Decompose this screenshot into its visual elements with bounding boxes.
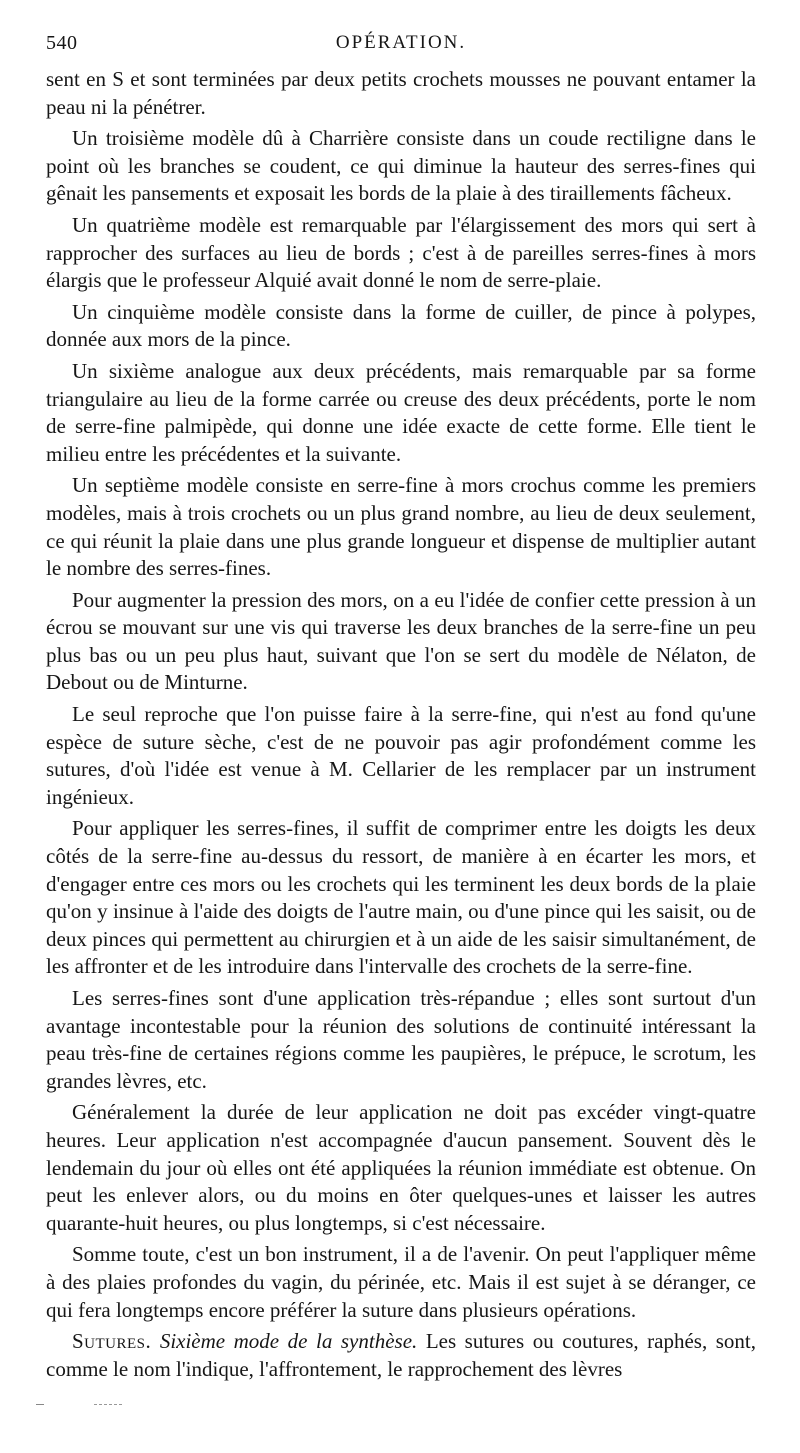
section-text: Les sutures ou coutures, raphés, sont, comme le nom l'indique, l'affrontement, le rapprochement des lèvres bbox=[46, 1329, 756, 1381]
paragraph: Un sixième analogue aux deux précédents, mais remarquable par sa forme triangulaire au lieu de la forme carrée ou creuse des deux précédents, porte le nom de serre-fine palmipède, qui donne une idée exacte de cette forme. Elle tient le milieu entre les précédentes et la suivante. bbox=[46, 358, 756, 466]
paragraph: Un septième modèle consiste en serre-fine à mors crochus comme les premiers modèles, mais à trois crochets ou un plus grand nombre, au lieu de deux seulement, ce qui réunit la plaie dans une plus grande longueur et dispense de multiplier autant le nombre des serres-fines. bbox=[46, 473, 756, 581]
paragraph: Le seul reproche que l'on puisse faire à la serre-fine, qui n'est au fond qu'une espèce de suture sèche, c'est de ne pouvoir pas agir profondément comme les sutures, d'où l'idée est venue à M. Cellarier de les remplacer par un instrument ingénieux. bbox=[46, 702, 756, 809]
section-subtitle: Sixième mode de la synthèse. bbox=[159, 1329, 418, 1354]
page-number: 540 bbox=[46, 32, 78, 54]
section-paragraph-sutures bbox=[46, 1328, 756, 1383]
footer-dash-mark bbox=[36, 1404, 44, 1405]
footer-marks bbox=[36, 1404, 122, 1405]
paragraph: Un troisième modèle dû à Charrière consiste dans un coude rectiligne dans le point où les branches se coudent, ce qui diminue la hauteur des serres-fines qui gênait les pansements et exposait les bords de la plaie à des tiraillements fâcheux. bbox=[46, 126, 756, 206]
paragraph: Les serres-fines sont d'une application très-répandue ; elles sont surtout d'un avantage incontestable pour la réunion des solutions de continuité intéressant la peau très-fine de certaines régions comme les paupières, le prépuce, le scrotum, les grandes lèvres, etc. bbox=[46, 986, 756, 1093]
paragraph: sent en S et sont terminées par deux petits crochets mousses ne pouvant entamer la peau ni la pénétrer. bbox=[46, 67, 756, 119]
paragraph: Somme toute, c'est un bon instrument, il a de l'avenir. On peut l'appliquer même à des plaies profondes du vagin, du périnée, etc. Mais il est sujet à se déranger, ce qui fera longtemps encore préférer la suture dans plusieurs opérations. bbox=[46, 1242, 756, 1322]
paragraph: Un quatrième modèle est remarquable par l'élargissement des mors qui sert à rapprocher des surfaces au lieu de bords ; c'est à de pareilles serres-fines à mors élargis que le professeur Alquié avait donné le nom de serre-plaie. bbox=[46, 212, 756, 293]
section-heading: Sutures. bbox=[72, 1329, 152, 1354]
running-title: OPÉRATION. bbox=[335, 32, 467, 53]
body-text bbox=[46, 66, 756, 1383]
footer-dashed-mark bbox=[94, 1404, 122, 1405]
paragraph: Pour augmenter la pression des mors, on a eu l'idée de confier cette pression à un écrou se mouvant sur une vis qui traverse les deux branches de la serre-fine un peu plus bas ou un peu plus haut, suivant que l'on se sert du modèle de Nélaton, de Debout ou de Minturne. bbox=[46, 587, 756, 695]
paragraph: Pour appliquer les serres-fines, il suffit de comprimer entre les doigts les deux côtés de la serre-fine au-dessus du ressort, de manière à en écarter les mors, et d'engager entre ces mors ou les crochets qui les terminent les deux bords de la plaie qu'on y insinue à l'aide des doigts de l'autre main, ou d'une pince qui les saisit, ou de deux pinces qui permettent au chirurgien et à un aide de les saisir simultanément, de les affronter et de les introduire dans l'intervalle des crochets de la serre-fine. bbox=[46, 816, 756, 979]
paragraph: Généralement la durée de leur application ne doit pas excéder vingt-quatre heures. Leur application n'est accompagnée d'aucun pansement. Souvent dès le lendemain du jour où elles ont été appliquées la réunion immédiate est obtenue. On peut les enlever alors, ou du moins en ôter quelques-unes et laisser les autres quarante-huit heures, ou plus longtemps, si c'est nécessaire. bbox=[46, 1100, 756, 1235]
page-header bbox=[46, 28, 756, 56]
paragraph: Un cinquième modèle consiste dans la forme de cuiller, de pince à polypes, donnée aux mors de la pince. bbox=[46, 299, 756, 352]
